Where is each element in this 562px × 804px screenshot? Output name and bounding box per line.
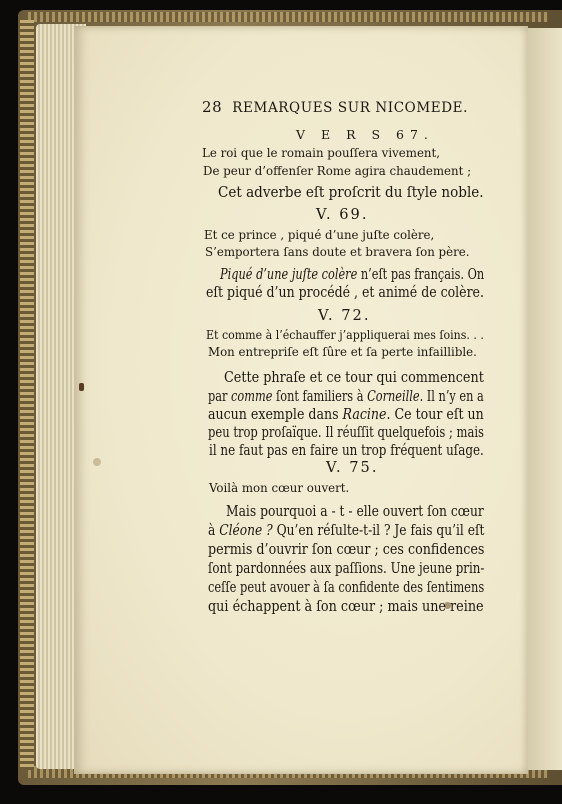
- paragraph-fragment: aucun exemple dans: [208, 406, 343, 423]
- paragraph-line: [208, 522, 484, 539]
- paragraph-fragment: par: [208, 388, 232, 405]
- gilt-edge-top: [28, 12, 548, 22]
- page-number: 28: [202, 98, 223, 116]
- paragraph-line: [208, 406, 484, 423]
- quote-line: Et comme à l’échauffer j’appliquerai mes ſoins. . .: [206, 328, 484, 342]
- italic-word: comme: [231, 388, 273, 405]
- paragraph-line: eſt piqué d’un procédé , et animé de colère.: [206, 284, 484, 301]
- quote-line: Et ce prince , piqué d’une juſte colère,: [204, 228, 435, 242]
- paragraph-line: ceſſe peut avouer à ſa confidente des ſentimens: [208, 579, 485, 596]
- paragraph-line: [208, 388, 484, 405]
- running-title: REMARQUES SUR NICOMEDE.: [232, 100, 468, 116]
- verse-heading: V. 75.: [326, 459, 379, 476]
- italic-word: Corneille: [367, 388, 420, 405]
- quote-line: S’emportera ſans doute et bravera ſon père.: [205, 245, 470, 259]
- paragraph-line: Cette phraſe et ce tour qui commencent: [224, 369, 484, 386]
- foxing-spot: [93, 458, 101, 466]
- verse-heading: V E R S 67.: [296, 127, 434, 142]
- paragraph-fragment: n’eſt pas français. On: [357, 266, 485, 283]
- paragraph-fragment: à: [208, 522, 220, 539]
- italic-phrase: Piqué d’une juſte colère: [220, 266, 358, 283]
- paragraph-fragment: . Ce tour eſt un: [386, 406, 484, 423]
- italic-word: Racine: [342, 406, 387, 423]
- paragraph-line: peu trop proſaïque. Il réuſſit quelquefois ; mais: [208, 424, 484, 441]
- quote-line: Mon entrepriſe eſt ſûre et ſa perte infaillible.: [208, 345, 477, 359]
- verse-heading: V. 69.: [316, 206, 369, 223]
- paragraph-line: permis d’ouvrir ſon cœur ; ces confidences: [208, 541, 485, 558]
- paragraph-line: Mais pourquoi a - t - elle ouvert ſon cœur: [226, 503, 484, 520]
- quote-line: De peur d’offenſer Rome agira chaudement ;: [203, 164, 472, 178]
- quote-line: Le roi que le romain pouſſera vivement,: [202, 146, 441, 160]
- running-header: [202, 98, 468, 116]
- verse-heading: V. 72.: [318, 307, 371, 324]
- paragraph-line: qui échappent à ſon cœur ; mais une reine: [208, 598, 484, 615]
- paragraph-line: il ne faut pas en faire un trop fréquent uſage.: [209, 442, 484, 459]
- quote-line: Voilà mon cœur ouvert.: [209, 481, 350, 495]
- paragraph-line: ſont pardonnées aux paſſions. Une jeune prin-: [208, 560, 485, 577]
- paragraph-fragment: ſont familiers à: [272, 388, 368, 405]
- italic-word: Cléone ?: [219, 522, 273, 539]
- paragraph-fragment: Qu’en réſulte-t-il ? Je fais qu’il eſt: [272, 522, 485, 539]
- paragraph-fragment: . Il n’y en a: [419, 388, 484, 405]
- paragraph-line: Cet adverbe eſt proſcrit du ſtyle noble.: [218, 184, 484, 201]
- foxing-mark: [79, 383, 84, 391]
- gilt-edge-left: [20, 20, 34, 770]
- paragraph-line: [220, 266, 484, 283]
